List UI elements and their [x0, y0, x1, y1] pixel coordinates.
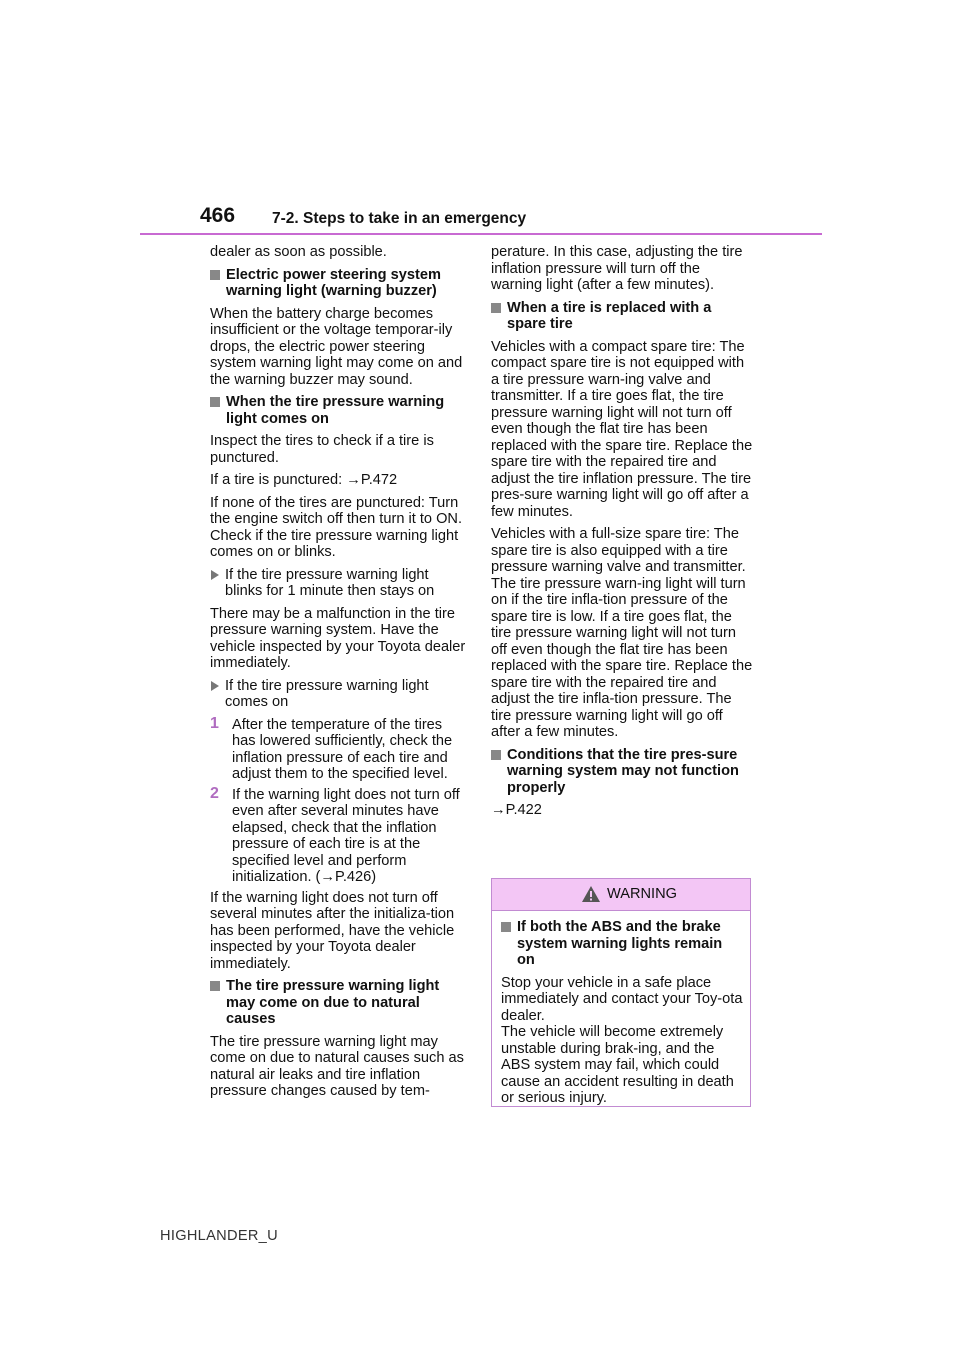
- square-bullet-icon: [210, 981, 220, 991]
- page-header: [200, 204, 822, 236]
- paragraph: The vehicle will become extremely unstable during brak-ing, and the ABS system may fail, which could cause an accident resulting in death or serious injury.: [501, 1024, 734, 1106]
- page-number: 466: [200, 204, 236, 227]
- heading-text: If both the ABS and the brake system warning lights remain on: [517, 919, 723, 968]
- paragraph: Vehicles with a compact spare tire: The compact spare tire is not equipped with a tire pressure warn-ing valve and transmitter. If a tire goes flat, the tire pressure warning light will not turn off even though the flat tire has been replaced with the spare tire. Replace the spare tire with the repaired tire and adjust the tire inflation pressure. The tire pres-sure warning light will go off after a few minutes.: [491, 338, 753, 520]
- right-column: [491, 244, 753, 825]
- paragraph: Vehicles with a full-size spare tire: The spare tire is also equipped with a tire pressure warning valve and transmitter. The tire pressure warn-ing light will turn on if the tire infla-tion pressure of the spare tire is low. If a tire goes flat, the tire pressure warning light will not turn off even though the flat tire has been replaced with the spare tire. Replace the spare tire with the repaired tire and adjust the tire infla-tion pressure. The tire pressure warning light will go off after a few minutes.: [491, 526, 753, 740]
- heading-text: The tire pressure warning light may come on due to natural causes: [226, 978, 440, 1027]
- paragraph: If none of the tires are punctured: Turn the engine switch off then turn it to ON. Check if the tire pressure warning light comes on or blinks.: [210, 494, 463, 560]
- arrow-item: [210, 678, 468, 711]
- paragraph: Stop your vehicle in a safe place immediately and contact your Toy-ota dealer.: [501, 974, 743, 1024]
- arrow-bullet-icon: [211, 570, 219, 580]
- step-item: [210, 714, 468, 783]
- arrow-item-text: If the tire pressure warning light comes on: [225, 677, 429, 710]
- warning-header: [492, 879, 750, 911]
- step-text: If the warning light does not turn off even after several minutes have elapsed, check that the inflation pressure of each tire is at the specified level and perform initialization. (→P.426): [232, 786, 460, 885]
- heading-text: Electric power steering system warning light (warning buzzer): [226, 266, 441, 299]
- step-number: 2: [210, 784, 219, 802]
- arrow-item-text: If the tire pressure warning light blinks for 1 minute then stays on: [225, 566, 435, 599]
- warning-label: WARNING: [607, 886, 677, 902]
- step-item: [210, 784, 468, 886]
- square-bullet-icon: [210, 270, 220, 280]
- warning-triangle-icon: [581, 885, 601, 903]
- arrow-bullet-icon: [211, 681, 219, 691]
- step-number: 1: [210, 714, 219, 732]
- section-title: 7-2. Steps to take in an emergency: [272, 210, 527, 227]
- heading-text: When the tire pressure warning light comes on: [226, 394, 445, 427]
- paragraph: The tire pressure warning light may come on due to natural causes such as natural air leaks and tire inflation pressure changes caused by tem-: [210, 1033, 464, 1099]
- step-text: After the temperature of the tires has lowered sufficiently, check the inflation pressure of each tire and adjust them to the specified level.: [232, 716, 453, 782]
- paragraph: If the warning light does not turn off several minutes after the initializa-tion has been performed, have the vehicle inspected by your Toyota dealer immediately.: [210, 889, 455, 972]
- section-heading: [491, 747, 753, 797]
- section-heading: [491, 300, 753, 333]
- paragraph: There may be a malfunction in the tire pressure warning system. Have the vehicle inspected by your Toyota dealer immediately.: [210, 605, 466, 671]
- paragraph: dealer as soon as possible.: [210, 244, 387, 260]
- warning-body: [492, 911, 750, 1107]
- footer-model: HIGHLANDER_U: [160, 1228, 278, 1244]
- square-bullet-icon: [210, 397, 220, 407]
- page-reference[interactable]: If a tire is punctured: →P.472: [210, 472, 398, 488]
- paragraph: Inspect the tires to check if a tire is punctured.: [210, 433, 434, 466]
- paragraph: perature. In this case, adjusting the tire inflation pressure will turn off the warning light (after a few minutes).: [491, 244, 743, 293]
- section-heading: [210, 394, 468, 427]
- page-reference[interactable]: →P.422: [491, 802, 542, 818]
- header-rule: [140, 233, 822, 235]
- square-bullet-icon: [501, 922, 511, 932]
- left-column: [210, 244, 468, 1106]
- warning-box: [491, 878, 751, 1107]
- paragraph: When the battery charge becomes insufficient or the voltage temporar-ily drops, the electric power steering system warning light may come on and the warning buzzer may sound.: [210, 305, 463, 388]
- warning-heading: [501, 919, 744, 969]
- heading-text: Conditions that the tire pres-sure warning system may not function properly: [507, 746, 739, 796]
- arrow-item: [210, 567, 468, 600]
- section-heading: [210, 267, 468, 300]
- heading-text: When a tire is replaced with a spare tire: [507, 299, 712, 332]
- square-bullet-icon: [491, 750, 501, 760]
- section-heading: [210, 978, 468, 1028]
- square-bullet-icon: [491, 303, 501, 313]
